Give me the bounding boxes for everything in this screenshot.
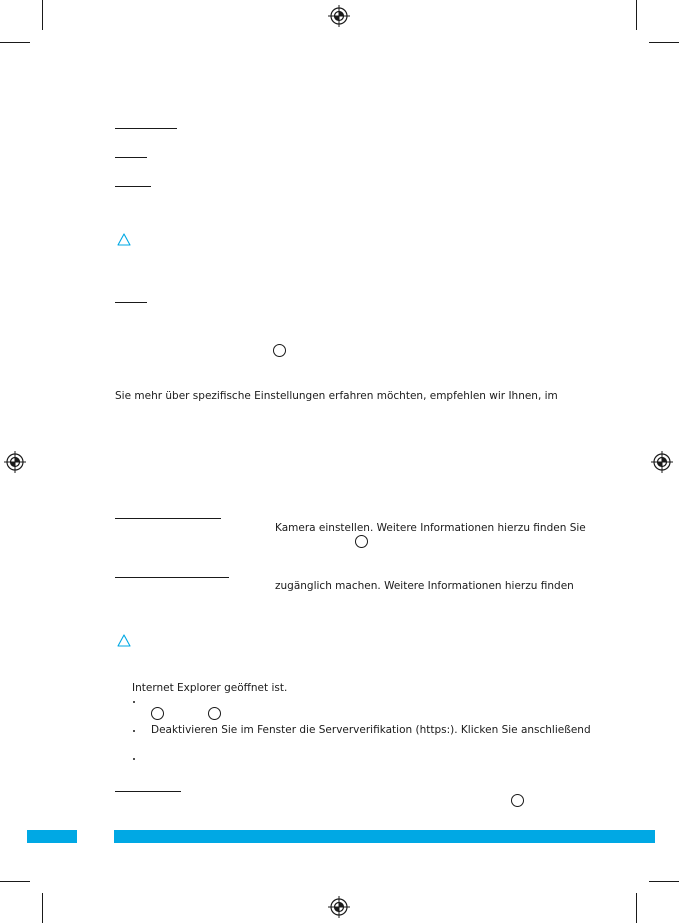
- bullet-3: [133, 758, 135, 760]
- heading-underline-2: [115, 157, 147, 158]
- warning-triangle-icon: [117, 233, 131, 246]
- heading-underline-4: [115, 302, 147, 303]
- circle-reference-icon: [355, 535, 368, 548]
- text-line-accessible: zugänglich machen. Weitere Informationen hierzu finden: [275, 580, 574, 592]
- crop-mark-bottom-left-horizontal: [0, 881, 30, 882]
- crop-mark-top-left-horizontal: [0, 42, 30, 43]
- heading-underline-6: [115, 577, 229, 578]
- registration-mark-bottom-icon: [328, 896, 350, 918]
- heading-underline-1: [115, 128, 177, 129]
- circle-reference-icon: [511, 794, 524, 807]
- crop-mark-top-right-horizontal: [649, 42, 679, 43]
- bullet-1: [133, 701, 135, 703]
- circle-reference-icon: [208, 707, 221, 720]
- text-line-internet-explorer: Internet Explorer geöffnet ist.: [132, 682, 288, 694]
- registration-mark-top-icon: [328, 5, 350, 27]
- bullet-2: [133, 730, 135, 732]
- text-line-camera-setup: Kamera einstellen. Weitere Informationen hierzu finden Sie: [275, 522, 586, 534]
- footer-accent-bar-main: [114, 830, 655, 843]
- footer-accent-bar-left: [27, 830, 77, 843]
- registration-mark-right-icon: [651, 451, 673, 473]
- crop-mark-bottom-right-vertical: [636, 893, 637, 923]
- crop-mark-bottom-right-horizontal: [649, 881, 679, 882]
- circle-reference-icon: [151, 707, 164, 720]
- crop-mark-top-left-vertical: [42, 0, 43, 30]
- heading-underline-3: [115, 186, 151, 187]
- crop-mark-top-right-vertical: [636, 0, 637, 30]
- warning-triangle-icon: [117, 634, 131, 647]
- heading-underline-5: [115, 518, 221, 519]
- text-line-settings: Sie mehr über spezifische Einstellungen erfahren möchten, empfehlen wir Ihnen, im: [115, 390, 558, 402]
- text-line-server-verification: Deaktivieren Sie im Fenster die Serververifikation (https:). Klicken Sie anschließend: [151, 724, 591, 736]
- heading-underline-7: [115, 791, 181, 792]
- registration-mark-left-icon: [4, 451, 26, 473]
- circle-reference-icon: [273, 344, 286, 357]
- crop-mark-bottom-left-vertical: [42, 893, 43, 923]
